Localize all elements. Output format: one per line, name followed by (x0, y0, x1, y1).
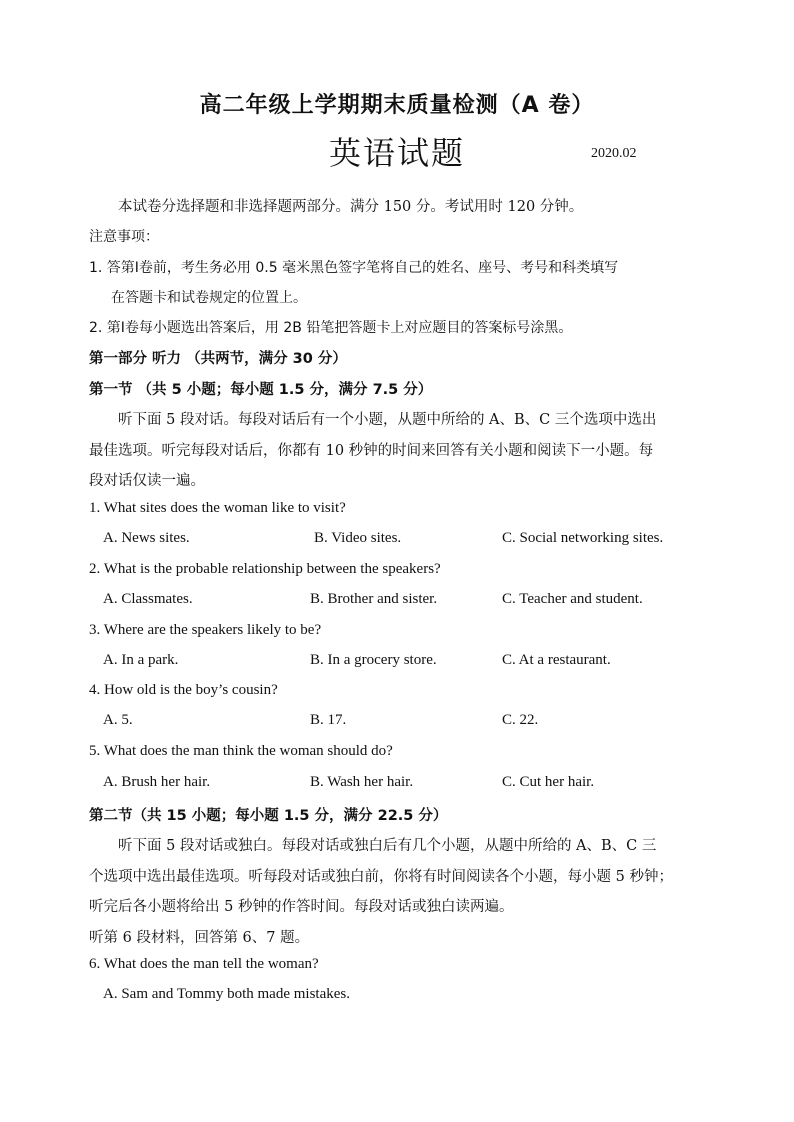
notes-heading: 注意事项： (89, 229, 159, 245)
q3-option-b: B. In a grocery store. (310, 652, 437, 668)
q1-option-c: C. Social networking sites. (502, 530, 664, 546)
section2-instruction-3: 听完后各小题将给出 5 秒钟的作答时间。每段对话或独白读两遍。 (89, 899, 514, 915)
exam-date: 2020.02 (591, 146, 637, 161)
question-4: 4. How old is the boy’s cousin? (89, 682, 278, 698)
question-6: 6. What does the man tell the woman? (89, 956, 319, 972)
intro-text: 本试卷分选择题和非选择题两部分。满分 150 分。考试用时 120 分钟。 (118, 199, 584, 215)
q5-option-b: B. Wash her hair. (310, 774, 414, 790)
notes-item-2: 2. 第Ⅰ卷每小题选出答案后，用 2B 铅笔把答题卡上对应题目的答案标号涂黑。 (89, 320, 573, 336)
question-2: 2. What is the probable relationship between the speakers? (89, 561, 441, 577)
question-3: 3. Where are the speakers likely to be? (89, 622, 322, 638)
exam-title: 高二年级上学期期末质量检测（A 卷） (199, 93, 595, 118)
q2-option-c: C. Teacher and student. (502, 591, 643, 607)
q2-option-b: B. Brother and sister. (310, 591, 438, 607)
section2-material: 听第 6 段材料，回答第 6、7 题。 (89, 930, 310, 946)
question-1: 1. What sites does the woman like to visit? (89, 500, 346, 516)
question-5: 5. What does the man think the woman should do? (89, 743, 393, 759)
notes-item-1-cont: 在答题卡和试卷规定的位置上。 (111, 290, 307, 306)
section2-heading: 第二节（共 15 小题；每小题 1.5 分，满分 22.5 分） (89, 808, 448, 824)
section2-instruction-2: 个选项中选出最佳选项。听每段对话或独白前，你将有时间阅读各个小题，每小题 5 秒钟； (89, 869, 673, 885)
notes-item-1: 1. 答第Ⅰ卷前，考生务必用 0.5 毫米黑色签字笔将自己的姓名、座号、考号和科类填写 (89, 260, 619, 276)
q3-option-a: A. In a park. (103, 652, 179, 668)
section1-heading: 第一节 （共 5 小题；每小题 1.5 分，满分 7.5 分） (89, 382, 433, 398)
q5-option-a: A. Brush her hair. (103, 774, 211, 790)
exam-subject: 英语试题 (328, 134, 465, 172)
section1-instruction-2: 最佳选项。听完每段对话后，你都有 10 秒钟的时间来回答有关小题和阅读下一小题。每 (89, 443, 654, 459)
q1-option-a: A. News sites. (103, 530, 190, 546)
q4-option-a: A. 5. (103, 712, 133, 728)
q4-option-b: B. 17. (310, 712, 347, 728)
section1-instruction-1: 听下面 5 段对话。每段对话后有一个小题，从题中所给的 A、B、C 三个选项中选出 (118, 412, 657, 428)
q5-option-c: C. Cut her hair. (502, 774, 595, 790)
q4-option-c: C. 22. (502, 712, 539, 728)
q6-option-a: A. Sam and Tommy both made mistakes. (103, 986, 350, 1002)
q3-option-c: C. At a restaurant. (502, 652, 611, 668)
part1-heading: 第一部分 听力 （共两节，满分 30 分） (89, 351, 347, 367)
q1-option-b: B. Video sites. (314, 530, 402, 546)
section1-instruction-3: 段对话仅读一遍。 (89, 473, 205, 489)
q2-option-a: A. Classmates. (103, 591, 193, 607)
section2-instruction-1: 听下面 5 段对话或独白。每段对话或独白后有几个小题，从题中所给的 A、B、C 三 (118, 838, 657, 854)
